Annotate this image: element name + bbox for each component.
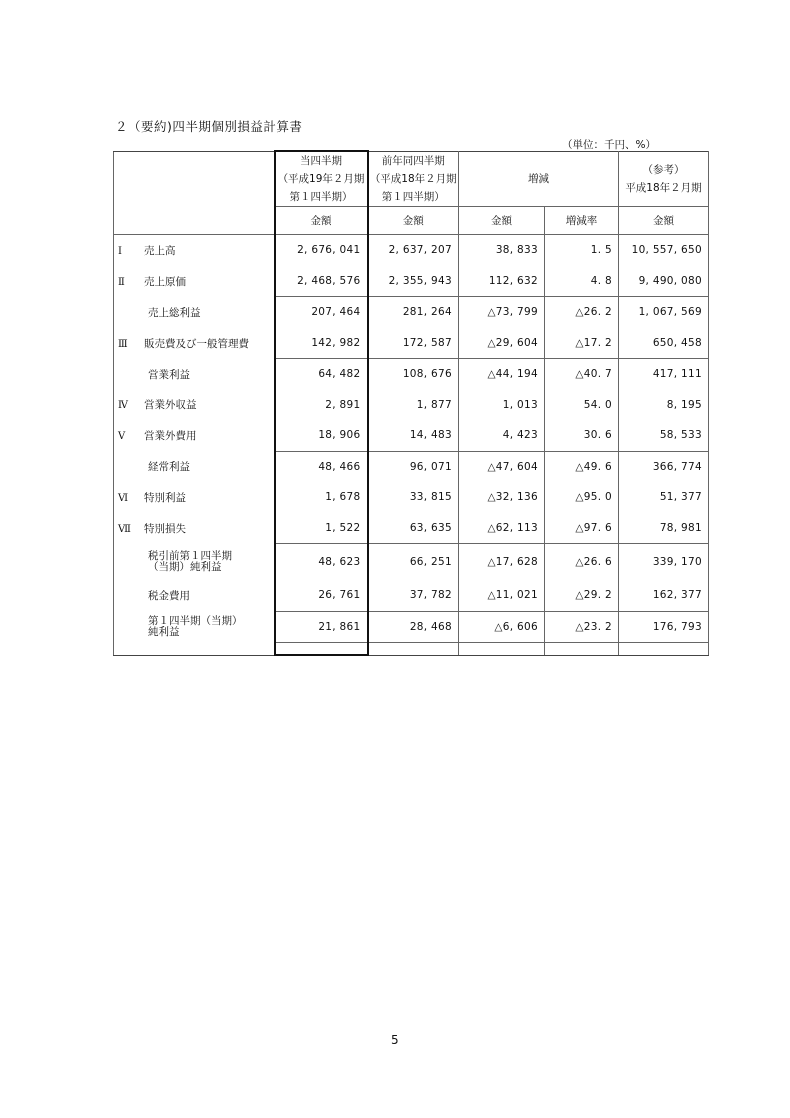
cell-reference: 1, 067, 569 <box>619 297 709 328</box>
cell-reference: 78, 981 <box>619 513 709 544</box>
header-line: 第１四半期） <box>381 190 445 203</box>
header-line: 当四半期 <box>300 155 342 167</box>
row-label <box>114 297 275 328</box>
cell-reference: 9, 490, 080 <box>619 266 709 297</box>
row-label <box>114 544 275 581</box>
cell-rate: △97. 6 <box>545 513 619 544</box>
cell-reference: 650, 458 <box>619 328 709 359</box>
table-row-blank <box>114 643 709 656</box>
cell-change: △6, 606 <box>459 611 545 643</box>
row-label <box>114 328 275 359</box>
row-label <box>114 513 275 544</box>
cell-current: 207, 464 <box>275 297 368 328</box>
table-row <box>114 513 709 544</box>
row-label <box>114 235 275 266</box>
cell-change: △11, 021 <box>459 580 545 611</box>
cell-current: 26, 761 <box>275 580 368 611</box>
table-row <box>114 544 709 581</box>
blank-cell <box>459 643 545 656</box>
cell-rate: △26. 2 <box>545 297 619 328</box>
blank-cell <box>545 643 619 656</box>
header-line: （参考） <box>642 163 685 176</box>
table-row <box>114 580 709 611</box>
cell-change: △47, 604 <box>459 451 545 482</box>
cell-change: △32, 136 <box>459 482 545 513</box>
roman-numeral: Ⅶ <box>118 523 131 535</box>
label-text: 売上高 <box>144 244 176 257</box>
cell-rate: △29. 2 <box>545 580 619 611</box>
cell-current: 48, 623 <box>275 544 368 581</box>
unit-note: （単位：千円、%） <box>562 139 656 151</box>
document-title: ２（要約)四半期個別損益計算書 <box>115 119 303 134</box>
cell-prior: 1, 877 <box>368 390 459 421</box>
cell-current: 48, 466 <box>275 451 368 482</box>
cell-current: 2, 891 <box>275 390 368 421</box>
subheader-prior-amount: 金額 <box>368 207 459 235</box>
table-row <box>114 451 709 482</box>
label-text <box>118 551 232 573</box>
cell-reference: 58, 533 <box>619 420 709 451</box>
row-label <box>114 420 275 451</box>
header-reference <box>619 151 709 207</box>
cell-reference: 366, 774 <box>619 451 709 482</box>
cell-reference: 10, 557, 650 <box>619 235 709 266</box>
cell-prior: 108, 676 <box>368 359 459 390</box>
header-line: 平成18年２月期 <box>625 181 702 194</box>
cell-rate: △95. 0 <box>545 482 619 513</box>
header-line: （平成19年２月期 <box>277 173 365 185</box>
cell-change: 1, 013 <box>459 390 545 421</box>
cell-current: 64, 482 <box>275 359 368 390</box>
label-text: 販売費及び一般管理費 <box>144 337 249 350</box>
label-text: 営業利益 <box>148 368 190 381</box>
cell-prior: 2, 355, 943 <box>368 266 459 297</box>
cell-change: △29, 604 <box>459 328 545 359</box>
income-statement-table <box>113 150 709 656</box>
cell-current: 142, 982 <box>275 328 368 359</box>
cell-current: 21, 861 <box>275 611 368 643</box>
header-current-period <box>275 151 368 207</box>
row-label <box>114 390 275 421</box>
cell-current: 1, 522 <box>275 513 368 544</box>
header-change: 増減 <box>459 151 619 207</box>
subheader-change-amount: 金額 <box>459 207 545 235</box>
blank-cell <box>114 643 275 656</box>
cell-change: △44, 194 <box>459 359 545 390</box>
row-label <box>114 580 275 611</box>
roman-numeral: Ⅵ <box>118 492 129 504</box>
label-line: 純利益 <box>148 625 180 638</box>
label-text: 経常利益 <box>148 461 190 473</box>
cell-rate: 1. 5 <box>545 235 619 266</box>
header-blank <box>114 151 275 235</box>
table-row <box>114 611 709 643</box>
table-row <box>114 297 709 328</box>
roman-numeral: Ⅲ <box>118 338 128 350</box>
table-row <box>114 266 709 297</box>
cell-rate: △23. 2 <box>545 611 619 643</box>
roman-numeral: Ⅰ <box>118 245 122 257</box>
header-prior-period <box>368 151 459 207</box>
cell-prior: 2, 637, 207 <box>368 235 459 266</box>
blank-cell <box>275 643 368 656</box>
cell-prior: 28, 468 <box>368 611 459 643</box>
row-label <box>114 611 275 643</box>
cell-rate: △49. 6 <box>545 451 619 482</box>
cell-prior: 33, 815 <box>368 482 459 513</box>
subheader-change-rate: 増減率 <box>545 207 619 235</box>
cell-prior: 96, 071 <box>368 451 459 482</box>
cell-prior: 14, 483 <box>368 420 459 451</box>
row-label <box>114 482 275 513</box>
table-row <box>114 235 709 266</box>
cell-reference: 8, 195 <box>619 390 709 421</box>
label-text: 営業外収益 <box>144 399 197 412</box>
cell-change: 38, 833 <box>459 235 545 266</box>
cell-prior: 281, 264 <box>368 297 459 328</box>
cell-change: △73, 799 <box>459 297 545 328</box>
cell-rate: △26. 6 <box>545 544 619 581</box>
label-text: 税金費用 <box>148 590 190 602</box>
cell-reference: 162, 377 <box>619 580 709 611</box>
label-text: 特別損失 <box>144 522 186 535</box>
cell-change: △17, 628 <box>459 544 545 581</box>
roman-numeral: Ⅱ <box>118 276 125 288</box>
label-text: 売上原価 <box>144 275 186 288</box>
cell-rate: 30. 6 <box>545 420 619 451</box>
blank-cell <box>619 643 709 656</box>
row-label <box>114 266 275 297</box>
cell-prior: 37, 782 <box>368 580 459 611</box>
page-number: 5 <box>391 1033 399 1047</box>
cell-current: 2, 676, 041 <box>275 235 368 266</box>
cell-reference: 339, 170 <box>619 544 709 581</box>
cell-change: 4, 423 <box>459 420 545 451</box>
subheader-reference-amount: 金額 <box>619 207 709 235</box>
cell-rate: △40. 7 <box>545 359 619 390</box>
cell-prior: 66, 251 <box>368 544 459 581</box>
cell-reference: 51, 377 <box>619 482 709 513</box>
cell-change: △62, 113 <box>459 513 545 544</box>
row-label <box>114 359 275 390</box>
cell-current: 1, 678 <box>275 482 368 513</box>
label-text: 営業外費用 <box>144 430 197 442</box>
cell-change: 112, 632 <box>459 266 545 297</box>
header-line: 前年同四半期 <box>381 154 445 167</box>
roman-numeral: Ⅳ <box>118 400 128 412</box>
header-row <box>114 151 709 207</box>
table-row <box>114 420 709 451</box>
label-text <box>118 616 243 638</box>
cell-prior: 63, 635 <box>368 513 459 544</box>
label-text: 特別利益 <box>144 491 186 504</box>
cell-current: 2, 468, 576 <box>275 266 368 297</box>
table-row <box>114 390 709 421</box>
row-label <box>114 451 275 482</box>
subheader-current-amount: 金額 <box>275 207 368 235</box>
table-row <box>114 328 709 359</box>
cell-rate: 4. 8 <box>545 266 619 297</box>
label-text: 売上総利益 <box>148 306 201 319</box>
cell-current: 18, 906 <box>275 420 368 451</box>
cell-rate: 54. 0 <box>545 390 619 421</box>
cell-reference: 417, 111 <box>619 359 709 390</box>
label-line: （当期）純利益 <box>148 560 222 573</box>
header-line: 第１四半期） <box>289 191 353 203</box>
roman-numeral: Ⅴ <box>118 431 126 442</box>
table-row <box>114 359 709 390</box>
table-row <box>114 482 709 513</box>
cell-prior: 172, 587 <box>368 328 459 359</box>
blank-cell <box>368 643 459 656</box>
label-line: 税引前第１四半期 <box>148 549 232 562</box>
header-line: （平成18年２月期 <box>369 172 457 185</box>
cell-reference: 176, 793 <box>619 611 709 643</box>
cell-rate: △17. 2 <box>545 328 619 359</box>
label-line: 第１四半期（当期） <box>148 614 243 627</box>
